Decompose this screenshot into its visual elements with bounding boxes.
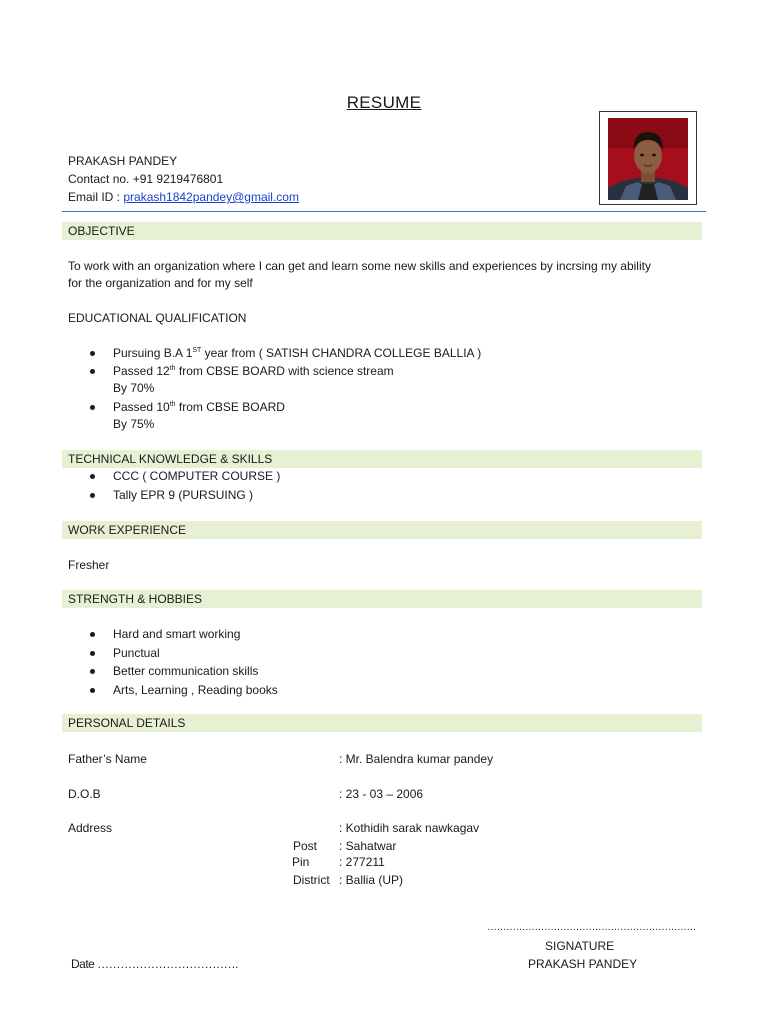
section-heading-work: WORK EXPERIENCE xyxy=(68,523,187,537)
section-heading-education: EDUCATIONAL QUALIFICATION xyxy=(68,311,247,325)
bullet-icon xyxy=(90,632,95,637)
signature-label: SIGNATURE xyxy=(545,939,615,953)
section-band-personal xyxy=(62,714,702,732)
bullet-icon xyxy=(90,369,95,374)
bullet-icon xyxy=(90,474,95,479)
profile-photo xyxy=(608,118,688,200)
strength-item: Arts, Learning , Reading books xyxy=(113,683,278,697)
strength-item: Punctual xyxy=(113,646,160,660)
education-item-text: from CBSE BOARD xyxy=(175,400,285,414)
district-value: : Ballia (UP) xyxy=(339,873,404,887)
bullet-icon xyxy=(90,669,95,674)
email-label: Email ID : xyxy=(68,190,124,204)
education-item-text: Passed 12 xyxy=(113,364,170,378)
signature-name: PRAKASH PANDEY xyxy=(528,957,638,971)
education-item-text: year from ( SATISH CHANDRA COLLEGE BALLIA ) xyxy=(201,346,482,360)
section-heading-personal: PERSONAL DETAILS xyxy=(68,716,186,730)
section-band-work xyxy=(62,521,702,539)
education-item-percentage: By 70% xyxy=(113,381,155,395)
education-item xyxy=(113,344,481,362)
portrait-image xyxy=(608,118,688,200)
section-heading-skills: TECHNICAL KNOWLEDGE & SKILLS xyxy=(68,452,273,466)
date-line: Date ………………………………. xyxy=(71,957,239,971)
bullet-icon xyxy=(90,651,95,656)
contact-number: Contact no. +91 9219476801 xyxy=(68,172,224,186)
email-link[interactable]: prakash1842pandey@gmail.com xyxy=(123,190,299,204)
bullet-icon xyxy=(90,688,95,693)
objective-text-line1: To work with an organization where I can get and learn some new skills and experiences by incrsing my ability xyxy=(68,259,651,273)
education-item-text: Pursuing B.A 1 xyxy=(113,346,193,360)
dob-value: : 23 - 03 – 2006 xyxy=(339,787,424,801)
header-divider xyxy=(62,211,706,212)
pin-label: Pin xyxy=(292,855,310,869)
pin-value: : 277211 xyxy=(339,855,385,869)
profile-photo-frame xyxy=(599,111,697,205)
bullet-icon xyxy=(90,493,95,498)
address-value: : Kothidih sarak nawkagav xyxy=(339,821,480,835)
education-item-percentage: By 75% xyxy=(113,417,155,431)
dob-label: D.O.B xyxy=(68,787,101,801)
skill-item: CCC ( COMPUTER COURSE ) xyxy=(113,469,281,483)
section-band-strength xyxy=(62,590,702,608)
email-line xyxy=(68,188,299,206)
section-band-objective xyxy=(62,222,702,240)
post-value: : Sahatwar xyxy=(339,839,397,853)
education-item xyxy=(113,362,394,380)
education-item-sup: th xyxy=(169,401,176,408)
strength-item: Hard and smart working xyxy=(113,627,241,641)
section-heading-objective: OBJECTIVE xyxy=(68,224,135,238)
candidate-name: PRAKASH PANDEY xyxy=(68,154,178,168)
page-title: RESUME xyxy=(346,93,422,112)
section-heading-strength: STRENGTH & HOBBIES xyxy=(68,592,203,606)
post-label: Post xyxy=(293,839,318,853)
bullet-icon xyxy=(90,351,95,356)
bullet-icon xyxy=(90,405,95,410)
education-item xyxy=(113,398,285,416)
education-item-text: from CBSE BOARD with science stream xyxy=(175,364,394,378)
skill-item: Tally EPR 9 (PURSUING ) xyxy=(113,488,254,502)
father-name-value: : Mr. Balendra kumar pandey xyxy=(339,752,494,766)
father-name-label: Father’s Name xyxy=(68,752,147,766)
work-experience-text: Fresher xyxy=(68,558,110,572)
section-band-skills xyxy=(62,450,702,468)
education-item-sup: th xyxy=(169,365,176,372)
objective-text-line2: for the organization and for my self xyxy=(68,276,253,290)
education-item-sup: ST xyxy=(192,347,202,354)
address-label: Address xyxy=(68,821,113,835)
signature-line: ………………………………………………………… xyxy=(487,922,696,933)
strength-item: Better communication skills xyxy=(113,664,259,678)
education-item-text: Passed 10 xyxy=(113,400,170,414)
district-label: District xyxy=(293,873,330,887)
